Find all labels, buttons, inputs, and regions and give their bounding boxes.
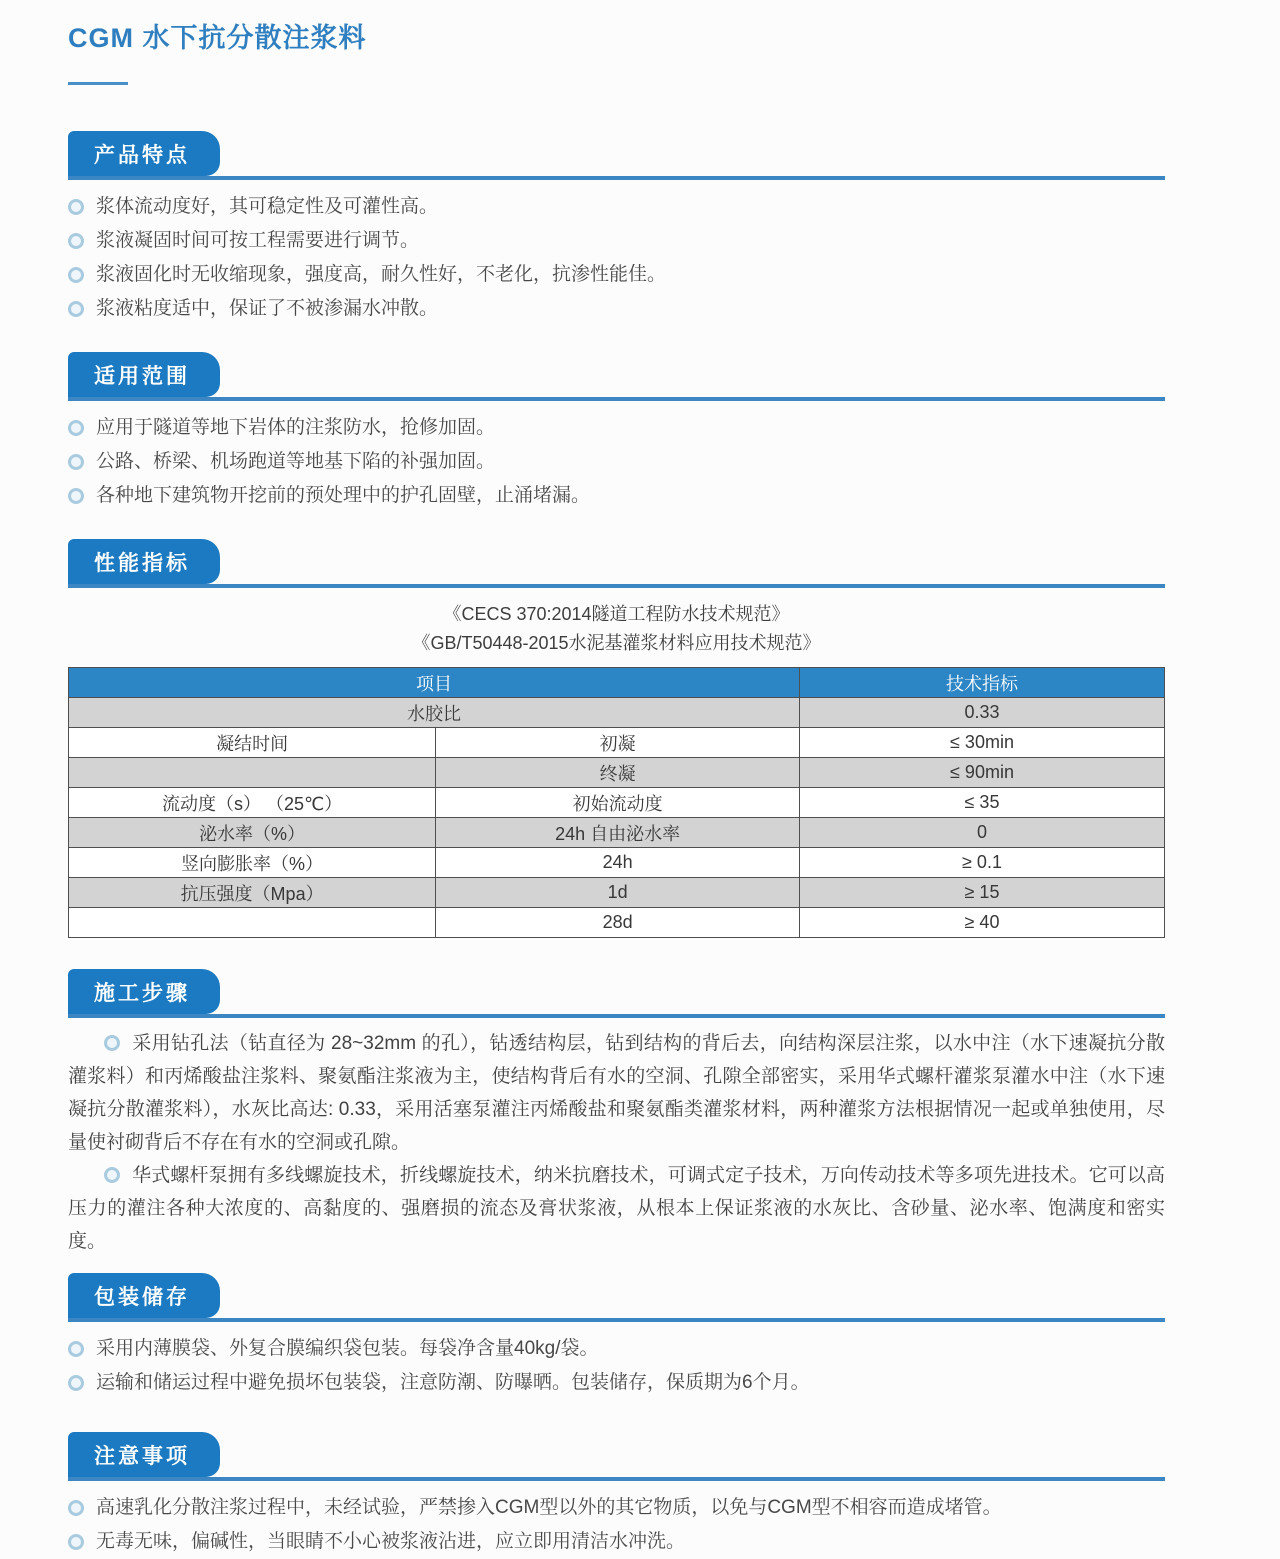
table-cell: ≥ 15 [800,878,1165,908]
section-notes [68,1432,1165,1559]
table-cell: ≤ 30min [800,728,1165,758]
ring-bullet-icon [68,233,84,249]
section-scope-header [68,352,1165,401]
bullet-text: 高速乳化分散注浆过程中，未经试验，严禁掺入CGM型以外的其它物质，以免与CGM型不相容而造成堵管。 [96,1497,1002,1518]
table-header-cell: 项目 [69,668,800,698]
table-cell: 凝结时间 [69,728,436,758]
section-construction [68,969,1165,1258]
table-row [69,788,1165,818]
paragraph-text: 华式螺杆泵拥有多线螺旋技术，折线螺旋技术，纳米抗磨技术，可调式定子技术，万向传动技术等多项先进技术。它可以高压力的灌注各种大浓度的、高黏度的、强磨损的流态及膏状浆液，从根本上保证浆液的水灰比、含砂量、泌水率、饱满度和密实度。 [68,1165,1165,1252]
table-row [69,848,1165,878]
list-item [68,1525,1165,1559]
bullet-text: 浆液粘度适中，保证了不被渗漏水冲散。 [96,298,439,319]
section-notes-badge: 注意事项 [68,1432,220,1477]
table-cell: 0.33 [800,698,1165,728]
table-cell: 1d [436,878,800,908]
table-header-row [69,668,1165,698]
ring-bullet-icon [104,1167,120,1183]
table-cell: 初凝 [436,728,800,758]
table-row [69,728,1165,758]
section-performance-header [68,539,1165,588]
list-item [68,445,1165,479]
ring-bullet-icon [68,1375,84,1391]
standards-line: 《GB/T50448-2015水泥基灌浆材料应用技术规范》 [412,633,821,653]
table-cell: ≤ 90min [800,758,1165,788]
ring-bullet-icon [68,199,84,215]
bullet-text: 采用内薄膜袋、外复合膜编织袋包装。每袋净含量40kg/袋。 [96,1338,599,1359]
table-header-cell: 技术指标 [800,668,1165,698]
features-list [68,190,1165,326]
list-item [68,1491,1165,1525]
standards-references [68,600,1165,658]
packaging-list [68,1332,1165,1400]
construction-paragraphs [68,1027,1165,1258]
ring-bullet-icon [68,1341,84,1357]
table-cell [69,908,436,938]
section-packaging-header [68,1273,1165,1322]
bullet-text: 公路、桥梁、机场跑道等地基下陷的补强加固。 [96,451,496,472]
standards-line: 《CECS 370:2014隧道工程防水技术规范》 [443,604,790,624]
ring-bullet-icon [104,1035,120,1051]
section-performance [68,539,1165,938]
section-notes-header [68,1432,1165,1481]
table-cell: ≥ 40 [800,908,1165,938]
paragraph-text: 采用钻孔法（钻直径为 28~32mm 的孔），钻透结构层，钻到结构的背后去，向结构深层注浆，以水中注（水下速凝抗分散灌浆料）和丙烯酸盐注浆料、聚氨酯注浆液为主，使结构背后有水的空洞、孔隙全部密实，采用华式螺杆灌浆泵灌水中注（水下速凝抗分散灌浆料），水灰比高达: 0.33，采用活塞泵灌注丙烯酸盐和聚氨酯类灌浆材料，两种灌浆方法根据情况一起或单独使用，尽量使衬砌背后不存在有水的空洞或孔隙。 [68,1033,1165,1153]
table-cell: 终凝 [436,758,800,788]
ring-bullet-icon [68,301,84,317]
list-item [68,1366,1165,1400]
bullet-text: 无毒无味，偏碱性，当眼睛不小心被浆液沾进，应立即用清洁水冲洗。 [96,1531,686,1552]
table-cell: 抗压强度（Mpa） [69,878,436,908]
bullet-text: 运输和储运过程中避免损坏包装袋，注意防潮、防曝晒。包装储存，保质期为6个月。 [96,1372,810,1393]
section-features-header [68,131,1165,180]
bullet-text: 浆液凝固时间可按工程需要进行调节。 [96,230,420,251]
section-scope [68,352,1165,513]
table-row [69,698,1165,728]
ring-bullet-icon [68,267,84,283]
table-cell: 泌水率（%） [69,818,436,848]
section-construction-badge: 施工步骤 [68,969,220,1014]
section-scope-badge: 适用范围 [68,352,220,397]
table-cell [69,758,436,788]
table-cell: 初始流动度 [436,788,800,818]
section-performance-badge: 性能指标 [68,539,220,584]
ring-bullet-icon [68,454,84,470]
table-cell: 竖向膨胀率（%） [69,848,436,878]
section-features-badge: 产品特点 [68,131,220,176]
bullet-text: 浆液固化时无收缩现象，强度高，耐久性好，不老化，抗渗性能佳。 [96,264,667,285]
table-cell: 28d [436,908,800,938]
table-cell: ≤ 35 [800,788,1165,818]
list-item [68,411,1165,445]
section-packaging [68,1273,1165,1400]
bullet-text: 应用于隧道等地下岩体的注浆防水，抢修加固。 [96,417,496,438]
list-item [68,258,1165,292]
table-cell: 0 [800,818,1165,848]
bullet-text: 浆体流动度好，其可稳定性及可灌性高。 [96,196,439,217]
section-packaging-badge: 包装储存 [68,1273,220,1318]
table-cell: ≥ 0.1 [800,848,1165,878]
scope-list [68,411,1165,513]
ring-bullet-icon [68,1500,84,1516]
list-item [68,479,1165,513]
ring-bullet-icon [68,488,84,504]
bullet-text: 各种地下建筑物开挖前的预处理中的护孔固壁，止涌堵漏。 [96,485,591,506]
table-cell: 水胶比 [69,698,800,728]
table-row [69,908,1165,938]
table-cell: 24h 自由泌水率 [436,818,800,848]
ring-bullet-icon [68,1534,84,1550]
notes-list [68,1491,1165,1559]
performance-table [68,667,1165,938]
section-features [68,131,1165,326]
table-row [69,758,1165,788]
list-item [68,1332,1165,1366]
construction-paragraph [68,1027,1165,1159]
table-cell: 24h [436,848,800,878]
list-item [68,190,1165,224]
construction-paragraph [68,1159,1165,1258]
table-cell: 流动度（s） （25℃） [69,788,436,818]
list-item [68,224,1165,258]
table-row [69,878,1165,908]
ring-bullet-icon [68,420,84,436]
table-row [69,818,1165,848]
page-title: CGM 水下抗分散注浆料 [68,23,367,53]
list-item [68,292,1165,326]
section-construction-header [68,969,1165,1018]
title-underline [68,82,128,85]
